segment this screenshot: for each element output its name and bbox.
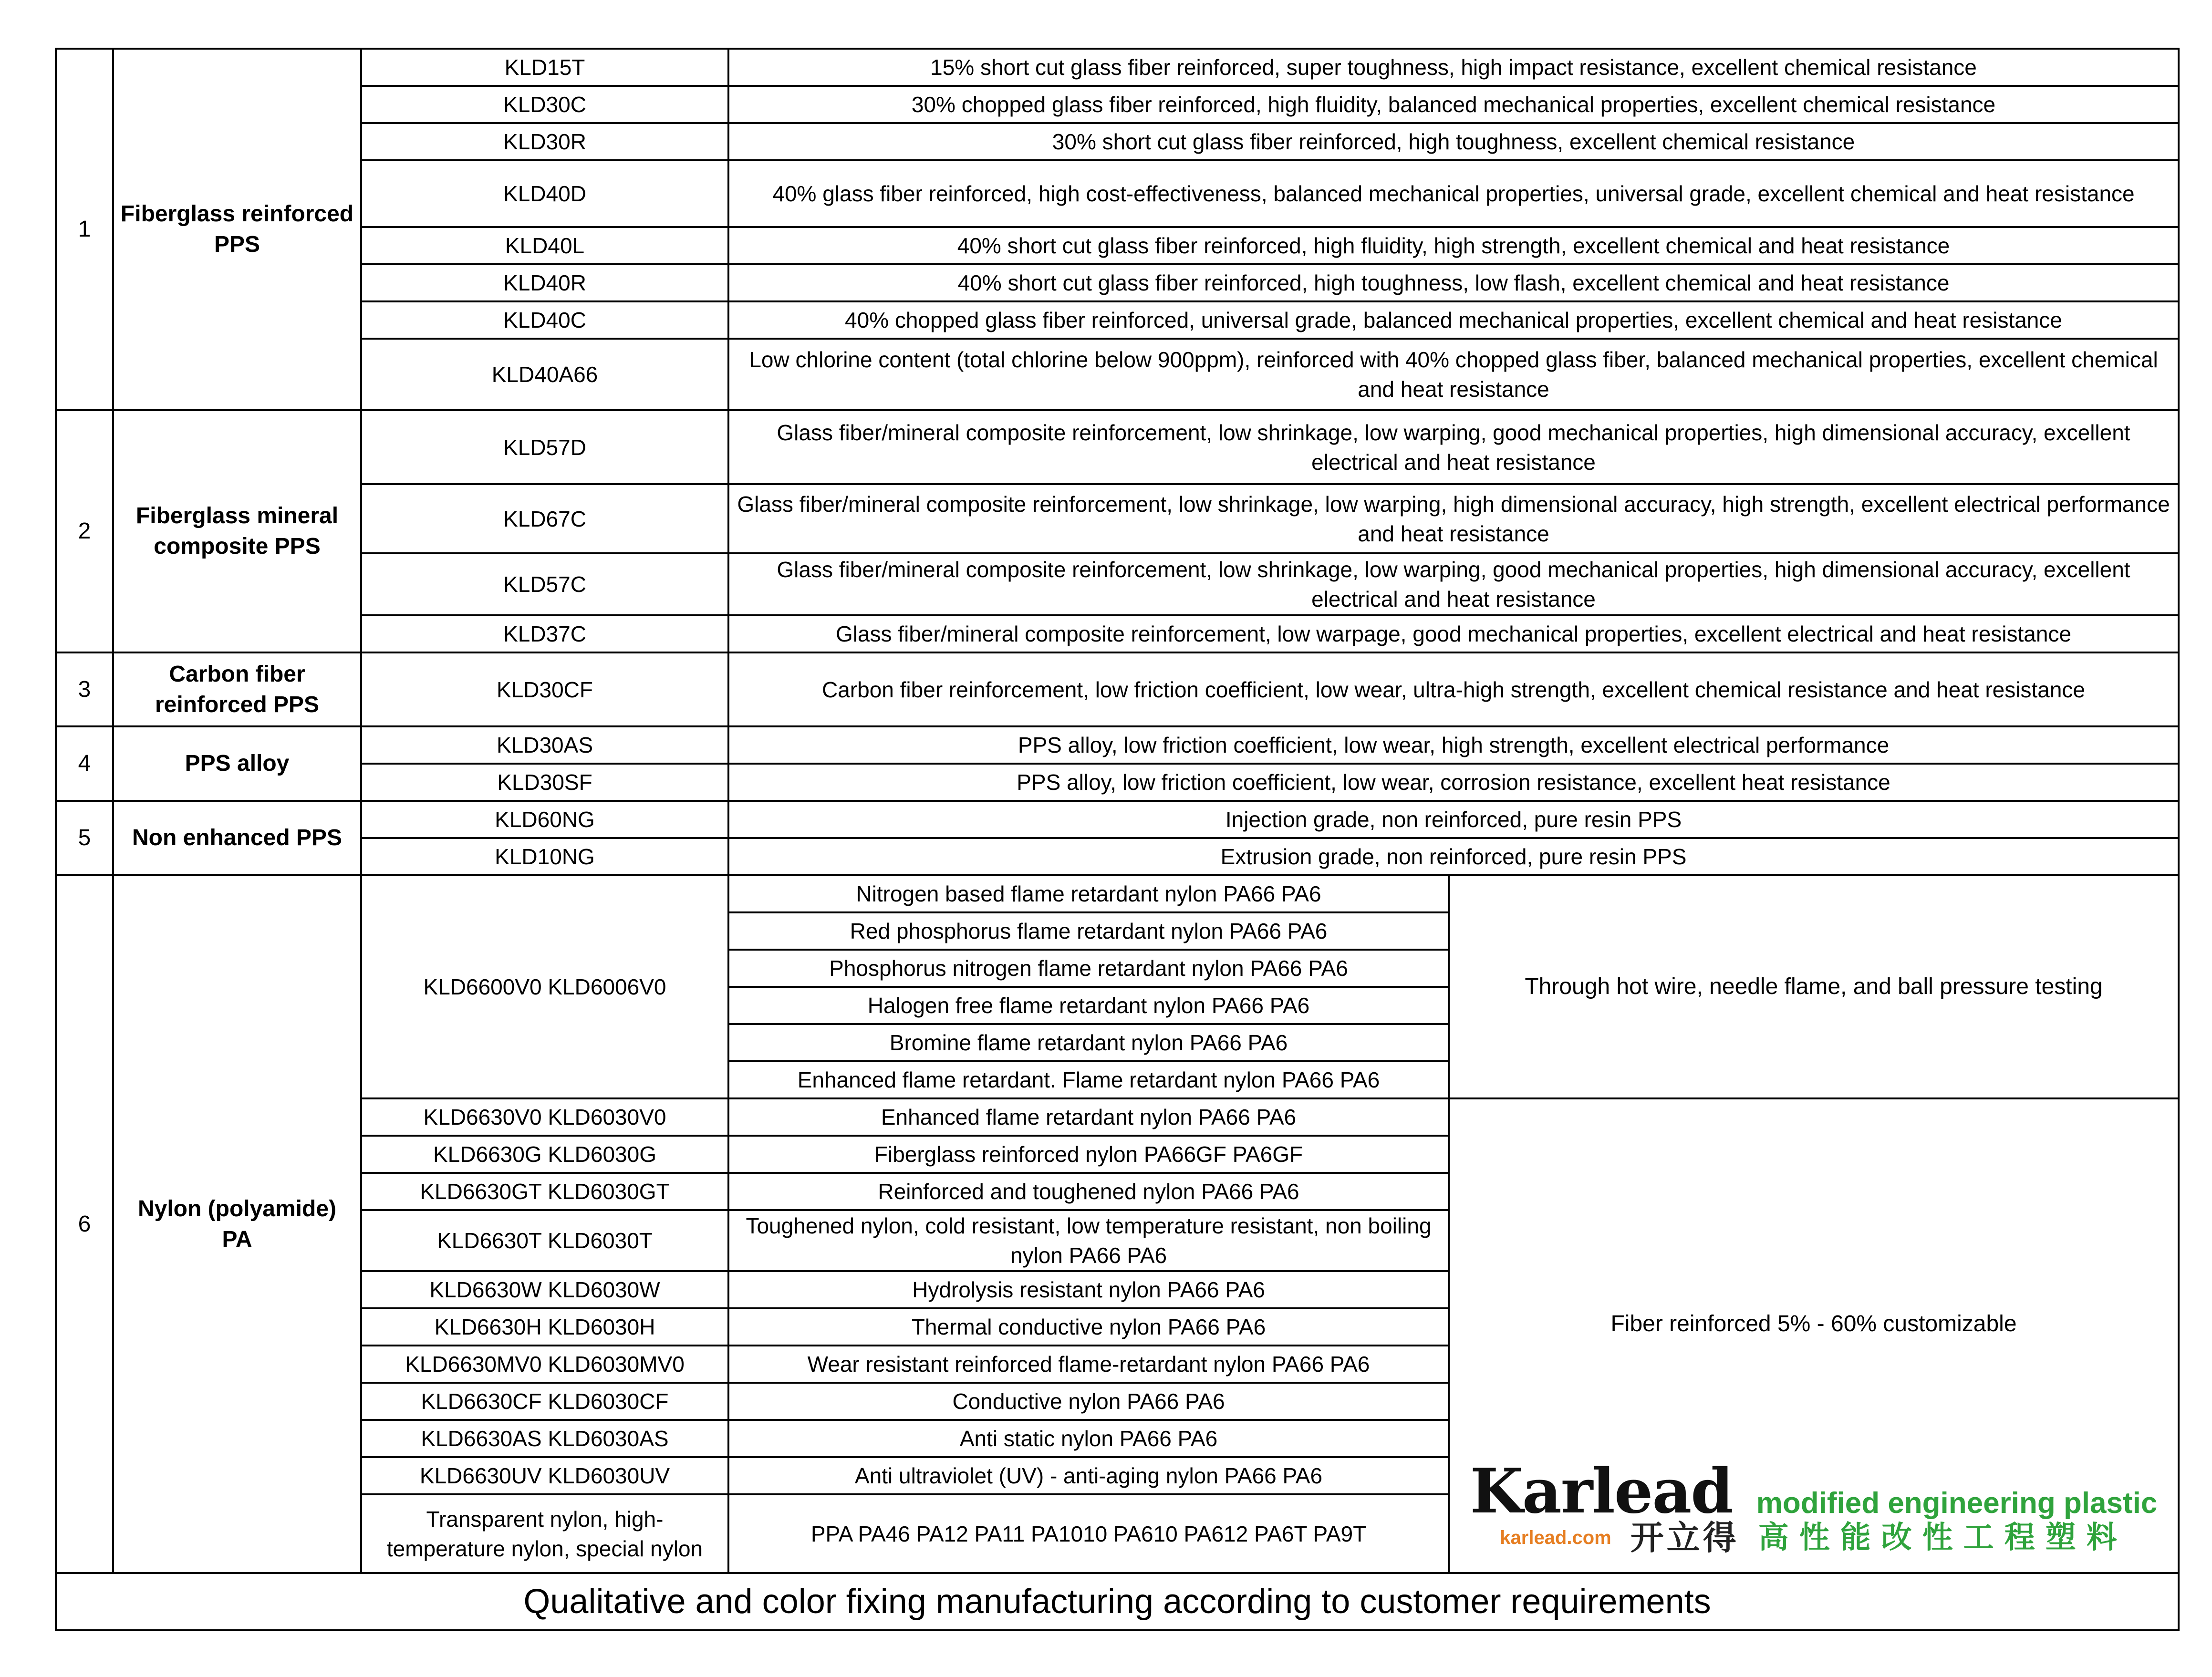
product-description: Anti static nylon PA66 PA6 <box>728 1420 1449 1457</box>
category-name: PPS alloy <box>113 726 361 801</box>
category-number: 5 <box>56 801 113 875</box>
product-code: KLD10NG <box>361 838 728 875</box>
product-description: PPA PA46 PA12 PA11 PA1010 PA610 PA612 PA6T PA9T <box>728 1494 1449 1573</box>
product-description: Glass fiber/mineral composite reinforcement, low shrinkage, low warping, good mechanical properties, high dimensional accuracy, excellent electrical and heat resistance <box>728 410 2179 484</box>
product-description: Carbon fiber reinforcement, low friction coefficient, low wear, ultra-high strength, excellent chemical resistance and heat resistance <box>728 652 2179 726</box>
category-number: 1 <box>56 49 113 410</box>
product-description: Hydrolysis resistant nylon PA66 PA6 <box>728 1271 1449 1308</box>
product-code: KLD30CF <box>361 652 728 726</box>
table-row <box>56 86 2179 123</box>
product-description: Conductive nylon PA66 PA6 <box>728 1383 1449 1420</box>
product-code: KLD40L <box>361 227 728 264</box>
table-row <box>56 301 2179 339</box>
category-name: Carbon fiber reinforced PPS <box>113 652 361 726</box>
table-row <box>56 160 2179 227</box>
product-description: Toughened nylon, cold resistant, low temperature resistant, non boiling nylon PA66 PA6 <box>728 1210 1449 1271</box>
fiber-reinforced-note: Fiber reinforced 5% - 60% customizable <box>1610 1311 2017 1336</box>
product-code: Transparent nylon, high-temperature nylon, special nylon <box>361 1494 728 1573</box>
table-row <box>56 875 2179 912</box>
product-code: KLD40C <box>361 301 728 339</box>
table-row <box>56 264 2179 301</box>
table-row <box>56 49 2179 86</box>
table-row <box>56 764 2179 801</box>
product-table <box>55 48 2180 1631</box>
product-description: Thermal conductive nylon PA66 PA6 <box>728 1308 1449 1346</box>
category-name: Non enhanced PPS <box>113 801 361 875</box>
product-code: KLD60NG <box>361 801 728 838</box>
table-row <box>56 652 2179 726</box>
product-code: KLD6630W KLD6030W <box>361 1271 728 1308</box>
product-description: Enhanced flame retardant nylon PA66 PA6 <box>728 1098 1449 1136</box>
product-code: KLD6630T KLD6030T <box>361 1210 728 1271</box>
product-code: KLD67C <box>361 484 728 553</box>
flame-type: Enhanced flame retardant. Flame retardant nylon PA66 PA6 <box>728 1061 1449 1098</box>
product-description: 15% short cut glass fiber reinforced, super toughness, high impact resistance, excellent chemical resistance <box>728 49 2179 86</box>
table-row <box>56 553 2179 615</box>
product-code: KLD6630MV0 KLD6030MV0 <box>361 1346 728 1383</box>
product-code: KLD6600V0 KLD6006V0 <box>361 875 728 1098</box>
product-description: Reinforced and toughened nylon PA66 PA6 <box>728 1173 1449 1210</box>
category-number: 3 <box>56 652 113 726</box>
table-row <box>56 410 2179 484</box>
product-code: KLD30AS <box>361 726 728 764</box>
flame-type: Halogen free flame retardant nylon PA66 PA6 <box>728 987 1449 1024</box>
product-description: Extrusion grade, non reinforced, pure resin PPS <box>728 838 2179 875</box>
product-description: 40% glass fiber reinforced, high cost-effectiveness, balanced mechanical properties, universal grade, excellent chemical and heat resistance <box>728 160 2179 227</box>
product-code: KLD6630G KLD6030G <box>361 1136 728 1173</box>
table-row <box>56 123 2179 160</box>
flame-type: Phosphorus nitrogen flame retardant nylon PA66 PA6 <box>728 950 1449 987</box>
logo-chinese-name: 开立得 <box>1630 1518 1739 1557</box>
product-code: KLD57D <box>361 410 728 484</box>
flame-type: Nitrogen based flame retardant nylon PA66 PA6 <box>728 875 1449 912</box>
product-description: 40% chopped glass fiber reinforced, universal grade, balanced mechanical properties, excellent chemical and heat resistance <box>728 301 2179 339</box>
product-description: 30% chopped glass fiber reinforced, high fluidity, balanced mechanical properties, excellent chemical resistance <box>728 86 2179 123</box>
product-description: 40% short cut glass fiber reinforced, high fluidity, high strength, excellent chemical and heat resistance <box>728 227 2179 264</box>
logo-url: karlead.com <box>1500 1527 1611 1548</box>
product-code: KLD30SF <box>361 764 728 801</box>
category-number: 4 <box>56 726 113 801</box>
table-row <box>56 726 2179 764</box>
logo-chinese-tagline: 高性能改性工程塑料 <box>1758 1520 2128 1555</box>
table-row <box>56 339 2179 410</box>
product-description: Low chlorine content (total chlorine below 900ppm), reinforced with 40% chopped glass fiber, balanced mechanical properties, excellent chemical and heat resistance <box>728 339 2179 410</box>
category-number: 2 <box>56 410 113 652</box>
table-row <box>56 1573 2179 1630</box>
table-row <box>56 615 2179 652</box>
table-row <box>56 801 2179 838</box>
product-code: KLD6630UV KLD6030UV <box>361 1457 728 1494</box>
flame-testing-note: Through hot wire, needle flame, and ball pressure testing <box>1449 875 2179 1098</box>
product-code: KLD37C <box>361 615 728 652</box>
product-code: KLD15T <box>361 49 728 86</box>
logo-tagline: modified engineering plastic <box>1756 1487 2158 1520</box>
table-row <box>56 838 2179 875</box>
category-name: Nylon (polyamide) PA <box>113 875 361 1573</box>
product-description: Glass fiber/mineral composite reinforcement, low shrinkage, low warping, high dimensional accuracy, high strength, excellent electrical performance and heat resistance <box>728 484 2179 553</box>
product-description: PPS alloy, low friction coefficient, low wear, corrosion resistance, excellent heat resistance <box>728 764 2179 801</box>
category-name: Fiberglass mineral composite PPS <box>113 410 361 652</box>
product-code: KLD6630GT KLD6030GT <box>361 1173 728 1210</box>
product-description: Fiberglass reinforced nylon PA66GF PA6GF <box>728 1136 1449 1173</box>
product-description: Wear resistant reinforced flame-retardant nylon PA66 PA6 <box>728 1346 1449 1383</box>
product-code: KLD40D <box>361 160 728 227</box>
category-number: 6 <box>56 875 113 1573</box>
karlead-logo <box>1450 1456 2178 1557</box>
product-description: Anti ultraviolet (UV) - anti-aging nylon PA66 PA6 <box>728 1457 1449 1494</box>
product-code: KLD40A66 <box>361 339 728 410</box>
product-code: KLD40R <box>361 264 728 301</box>
table-row <box>56 227 2179 264</box>
flame-type: Bromine flame retardant nylon PA66 PA6 <box>728 1024 1449 1061</box>
table-row <box>56 484 2179 553</box>
flame-type: Red phosphorus flame retardant nylon PA66 PA6 <box>728 912 1449 950</box>
product-code: KLD30C <box>361 86 728 123</box>
product-code: KLD30R <box>361 123 728 160</box>
product-description: Glass fiber/mineral composite reinforcement, low warpage, good mechanical properties, excellent electrical and heat resistance <box>728 615 2179 652</box>
product-code: KLD6630H KLD6030H <box>361 1308 728 1346</box>
product-code: KLD57C <box>361 553 728 615</box>
product-description: 40% short cut glass fiber reinforced, high toughness, low flash, excellent chemical and heat resistance <box>728 264 2179 301</box>
product-description: PPS alloy, low friction coefficient, low wear, high strength, excellent electrical performance <box>728 726 2179 764</box>
product-code: KLD6630CF KLD6030CF <box>361 1383 728 1420</box>
product-table-sheet <box>55 48 2178 1622</box>
fiber-note-cell <box>1449 1098 2179 1573</box>
logo-brand-text: Karlead <box>1470 1456 1733 1527</box>
product-description: Injection grade, non reinforced, pure resin PPS <box>728 801 2179 838</box>
product-description: Glass fiber/mineral composite reinforcement, low shrinkage, low warping, good mechanical properties, high dimensional accuracy, excellent electrical and heat resistance <box>728 553 2179 615</box>
category-name: Fiberglass reinforced PPS <box>113 49 361 410</box>
product-code: KLD6630AS KLD6030AS <box>361 1420 728 1457</box>
product-description: 30% short cut glass fiber reinforced, high toughness, excellent chemical resistance <box>728 123 2179 160</box>
footer-note: Qualitative and color fixing manufacturing according to customer requirements <box>56 1573 2179 1630</box>
product-code: KLD6630V0 KLD6030V0 <box>361 1098 728 1136</box>
table-row <box>56 1098 2179 1136</box>
